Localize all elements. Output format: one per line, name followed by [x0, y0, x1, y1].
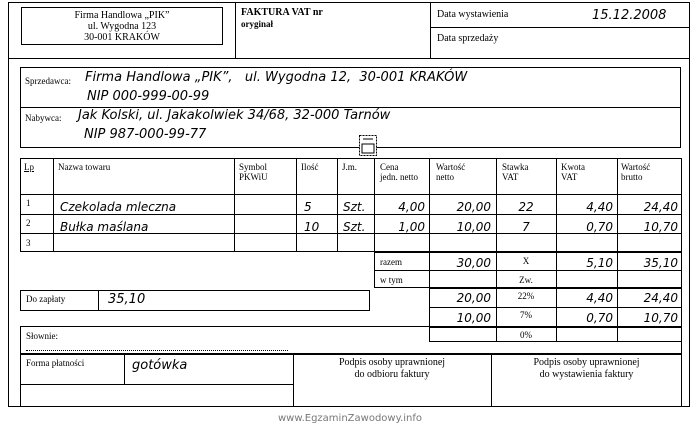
buyer-value: Jak Kolski, ul. Jakakolwiek 34/68, 32-000 Tarnów: [78, 108, 391, 123]
receiver-signature-line2: do odbioru faktury: [354, 369, 430, 380]
col-header-lp: Lp: [24, 162, 34, 172]
in-words-dotted-line: [26, 350, 288, 351]
total-label: razem: [380, 257, 402, 267]
total-vat: 5,10: [586, 256, 613, 270]
row-1-gross: 24,40: [643, 200, 678, 214]
row-1-lp: 1: [26, 198, 31, 208]
breakdown-1-net: 20,00: [456, 291, 491, 305]
amount-due-value: 35,10: [108, 292, 146, 307]
seller-nip: NIP 000-999-00-99: [87, 89, 210, 104]
breakdown-3-rate: 0%: [520, 330, 532, 340]
amount-due-box: [20, 290, 370, 311]
col-header-gross: Wartość brutto: [621, 162, 651, 182]
header-bottom-line: [8, 58, 690, 59]
row-1-qty: 5: [304, 200, 312, 214]
payment-method-label: Forma płatności: [26, 358, 85, 368]
col-header-symbol: Symbol PKWiU: [239, 162, 268, 182]
amount-due-label: Do zapłaty: [26, 294, 66, 304]
breakdown-2-net: 10,00: [456, 311, 491, 325]
row-1-rate: 22: [518, 200, 534, 214]
col-header-vat: Kwota VAT: [561, 162, 585, 182]
header-divider-left: [235, 2, 236, 58]
breakdown-2-gross: 10,70: [643, 311, 678, 325]
watermark: www.EgzaminZawodowy.info: [277, 413, 423, 424]
breakdown-2-vat: 0,70: [586, 311, 613, 325]
breakdown-1-vat: 4,40: [586, 291, 613, 305]
including-label: w tym: [380, 275, 403, 285]
col-header-net: Wartość netto: [436, 162, 466, 182]
header-date-divider: [430, 27, 690, 28]
header-divider-right: [430, 2, 431, 58]
buyer-label: Nabywca:: [25, 113, 62, 123]
total-gross: 35,10: [643, 256, 678, 270]
stamp-icon: [359, 135, 377, 156]
seller-stamp-city: 30-001 KRAKÓW: [84, 32, 160, 43]
row-1-price: 4,00: [398, 200, 425, 214]
buyer-nip: NIP 987-000-99-77: [84, 127, 207, 142]
row-2-rate: 7: [522, 220, 530, 234]
issue-date-value: 15.12.2008: [592, 8, 667, 23]
payment-method-value: gotówka: [132, 358, 188, 373]
total-rate: X: [522, 256, 530, 266]
issuer-signature-line1: Podpis osoby uprawnionej: [533, 357, 640, 368]
seller-label: Sprzedawca:: [25, 76, 71, 86]
issuer-signature-line2: do wystawienia faktury: [539, 369, 634, 380]
including-rate-zw: Zw.: [519, 275, 533, 285]
sale-date-label: Data sprzedaży: [437, 33, 499, 44]
breakdown-2-rate: 7%: [520, 310, 532, 320]
row-1-net: 20,00: [456, 200, 491, 214]
row-2-unit: Szt.: [343, 220, 366, 234]
receiver-signature-line1: Podpis osoby uprawnionej: [338, 357, 446, 368]
row-2-net: 10,00: [456, 220, 491, 234]
seller-value: Firma Handlowa „PIK”, ul. Wygodna 12, 30-001 KRAKÓW: [85, 70, 468, 85]
row-3-lp: 3: [26, 238, 31, 248]
row-2-vat: 0,70: [586, 220, 613, 234]
seller-stamp-name: Firma Handlowa „PIK”: [74, 10, 170, 21]
issue-date-label: Data wystawienia: [437, 9, 509, 20]
col-header-name: Nazwa towaru: [58, 162, 111, 172]
seller-stamp-street: ul. Wygodna 123: [87, 21, 157, 32]
invoice-title: FAKTURA VAT nr: [241, 7, 323, 18]
seller-stamp-box: [21, 7, 223, 45]
col-header-unit: J.m.: [342, 162, 358, 172]
col-header-qty: Ilość: [301, 162, 319, 172]
row-2-qty: 10: [304, 220, 320, 234]
row-1-name: Czekolada mleczna: [60, 200, 177, 214]
col-header-rate: Stawka VAT: [502, 162, 529, 182]
row-1-unit: Szt.: [343, 200, 366, 214]
in-words-label: Słownie:: [26, 331, 59, 341]
breakdown-1-gross: 24,40: [643, 291, 678, 305]
invoice-copy-type: oryginał: [241, 19, 274, 29]
col-header-price: Cena jedn. netto: [380, 162, 418, 182]
row-2-lp: 2: [26, 218, 31, 228]
row-2-name: Bułka maślana: [60, 220, 149, 234]
row-2-gross: 10,70: [643, 220, 678, 234]
total-net: 30,00: [456, 256, 491, 270]
row-1-vat: 4,40: [586, 200, 613, 214]
row-2-price: 1,00: [398, 220, 425, 234]
breakdown-1-rate: 22%: [517, 291, 535, 301]
